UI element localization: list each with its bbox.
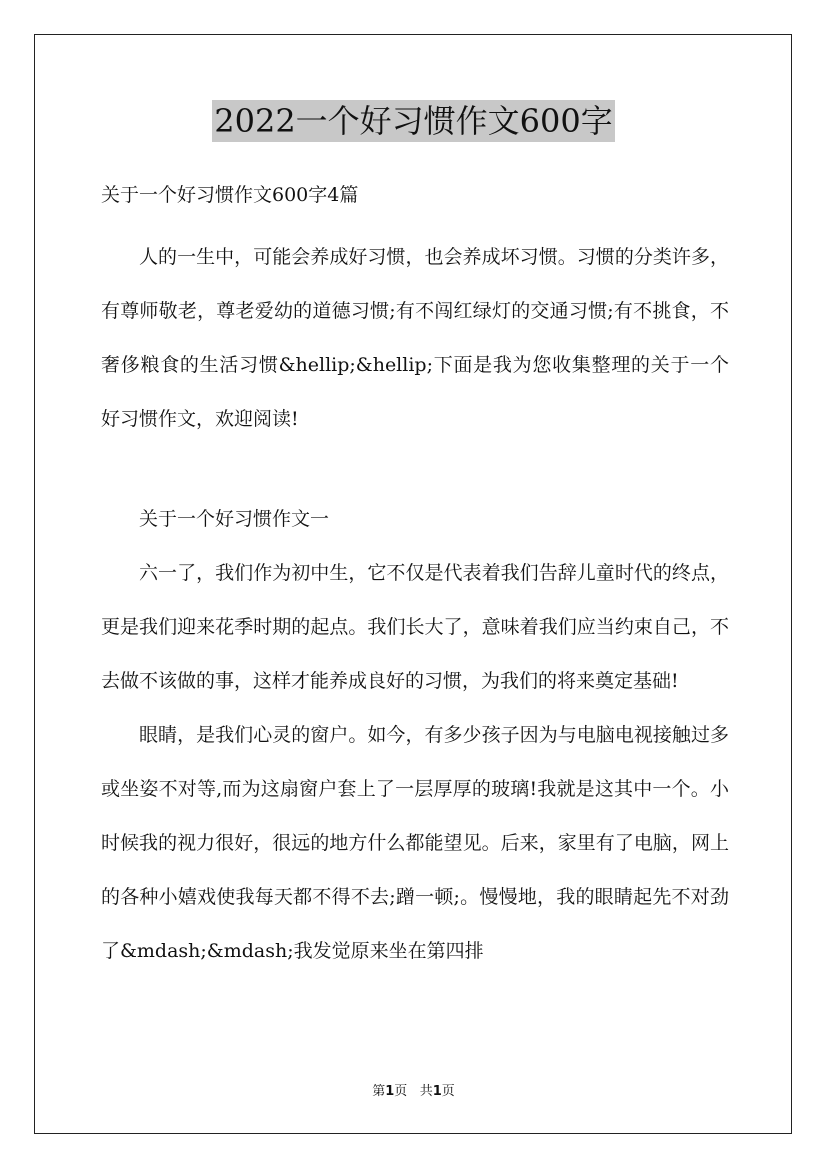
body-paragraph-2: 眼睛，是我们心灵的窗户。如今，有多少孩子因为与电脑电视接触过多或坐姿不对等,而为这扇窗户套上了一层厚厚的玻璃!我就是这其中一个。小时候我的视力很好，很远的地方什么都能望见。后来，家里有了电脑，网上的各种小嬉戏使我每天都不得不去;蹭一顿;。慢慢地，我的眼睛起先不对劲了&mdash;&mdash;我发觉原来坐在第四排 — [101, 724, 729, 962]
page-footer — [0, 1082, 827, 1102]
page-label-prefix: 第 — [372, 1084, 386, 1099]
body-paragraph-1: 六一了，我们作为初中生，它不仅是代表着我们告辞儿童时代的终点，更是我们迎来花季时期的起点。我们长大了，意味着我们应当约束自己，不去做不该做的事，这样才能养成良好的习惯，为我们的将来奠定基础! — [101, 562, 729, 692]
intro-paragraph: 人的一生中，可能会养成好习惯，也会养成坏习惯。习惯的分类许多，有尊师敬老，尊老爱幼的道德习惯;有不闯红绿灯的交通习惯;有不挑食，不奢侈粮食的生活习惯&hellip;&hellip;下面是我为您收集整理的关于一个好习惯作文，欢迎阅读! — [101, 246, 729, 430]
document-title: 2022一个好习惯作文600字 — [214, 102, 613, 140]
total-label-prefix: 共 — [419, 1084, 433, 1099]
document-subtitle: 关于一个好习惯作文600字4篇 — [101, 184, 359, 206]
page-label-suffix: 页 — [394, 1084, 408, 1099]
total-pages: 1 — [432, 1084, 442, 1099]
title-container — [0, 100, 827, 142]
page-number: 1 — [385, 1084, 395, 1099]
total-label-suffix: 页 — [441, 1084, 455, 1099]
section-heading: 关于一个好习惯作文一 — [139, 508, 330, 530]
document-body — [101, 176, 729, 978]
